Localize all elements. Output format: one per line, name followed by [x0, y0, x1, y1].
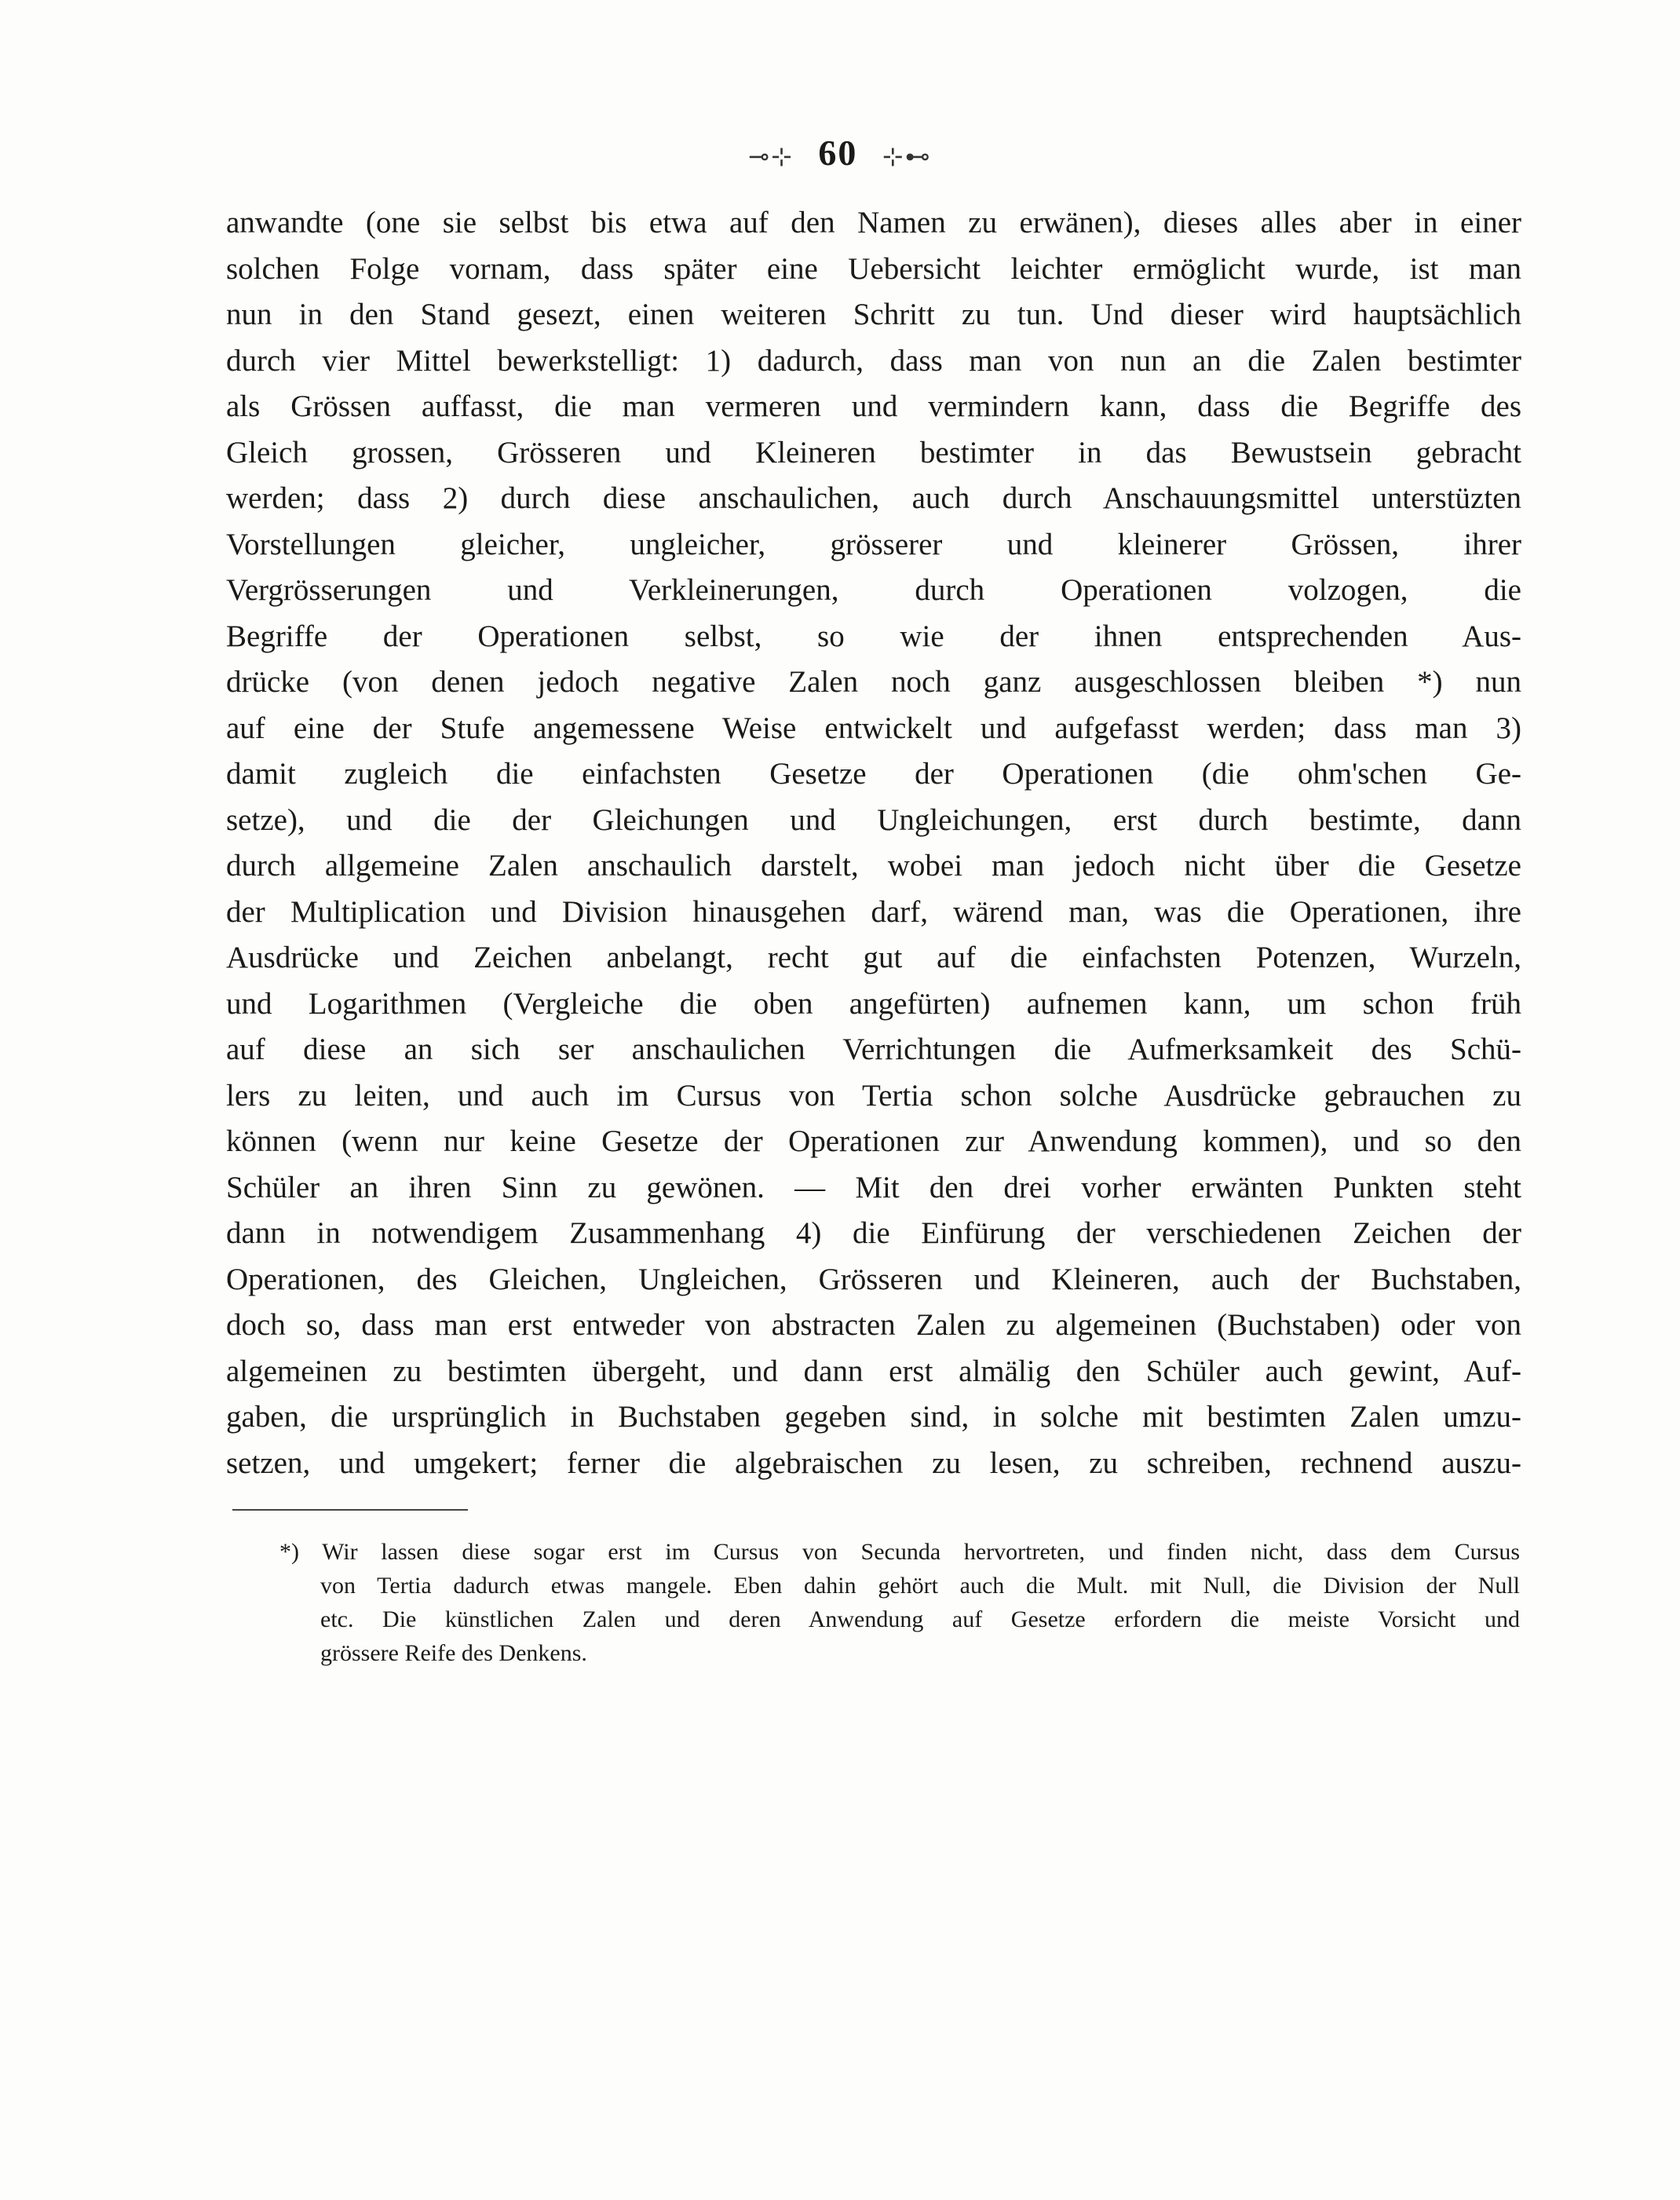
right-ornament-icon: ⊹⊷	[882, 142, 932, 171]
left-ornament-icon: ⊸⊹	[748, 142, 794, 171]
body-line: nun in den Stand gesezt, einen weiteren Schritt zu tun. Und dieser wird hauptsächlich	[226, 298, 1521, 331]
body-line: Vergrösserungen und Verkleinerungen, durch Operationen volzogen, die	[226, 573, 1521, 607]
footnote-line: etc. Die künstlichen Zalen und deren Anwendung auf Gesetze erfordern die meiste Vorsicht und	[320, 1606, 1520, 1632]
body-line: lers zu leiten, und auch im Cursus von Tertia schon solche Ausdrücke gebrauchen zu	[226, 1078, 1521, 1113]
body-line: auf eine der Stufe angemessene Weise entwickelt und aufgefasst werden; dass man 3)	[226, 711, 1521, 745]
body-line: und Logarithmen (Vergleiche die oben angefürten) aufnemen kann, um schon früh	[226, 986, 1521, 1021]
footnote-line: grössere Reife des Denkens.	[320, 1640, 587, 1666]
body-line: Schüler an ihren Sinn zu gewönen. — Mit den drei vorher erwänten Punkten steht	[226, 1170, 1521, 1204]
body-line: anwandte (one sie selbst bis etwa auf den Namen zu erwänen), dieses alles aber in einer	[226, 206, 1521, 239]
body-line: damit zugleich die einfachsten Gesetze der Operationen (die ohm'schen Ge-	[226, 757, 1521, 791]
footnote-block	[232, 1535, 1520, 1670]
body-line: Ausdrücke und Zeichen anbelangt, recht gut auf die einfachsten Potenzen, Wurzeln,	[226, 941, 1521, 974]
body-line: drücke (von denen jedoch negative Zalen noch ganz ausgeschlossen bleiben *) nun	[226, 665, 1521, 699]
body-line: dann in notwendigem Zusammenhang 4) die Einfürung der verschiedenen Zeichen der	[226, 1216, 1521, 1250]
body-line: doch so, dass man erst entweder von abstracten Zalen zu algemeinen (Buchstaben) oder von	[226, 1308, 1521, 1342]
body-line: durch allgemeine Zalen anschaulich darstelt, wobei man jedoch nicht über die Gesetze	[226, 849, 1521, 883]
footnote-divider	[232, 1509, 468, 1511]
main-body-text	[226, 200, 1521, 1486]
body-line: können (wenn nur keine Gesetze der Operationen zur Anwendung kommen), und so den	[226, 1124, 1521, 1158]
body-line: werden; dass 2) durch diese anschaulichen, auch durch Anschauungsmittel unterstüzten	[226, 481, 1521, 515]
body-line: gaben, die ursprünglich in Buchstaben gegeben sind, in solche mit bestimten Zalen umzu-	[226, 1400, 1521, 1434]
body-line: der Multiplication und Division hinausgehen darf, wärend man, was die Operationen, ihre	[226, 894, 1521, 929]
body-line: Begriffe der Operationen selbst, so wie der ihnen entsprechenden Aus-	[226, 619, 1521, 653]
body-line: setzen, und umgekert; ferner die algebraischen zu lesen, zu schreiben, rechnend auszu-	[226, 1445, 1521, 1480]
page-header	[0, 132, 1680, 174]
body-line: als Grössen auffasst, die man vermeren und vermindern kann, dass die Begriffe des	[226, 389, 1521, 423]
body-line: algemeinen zu bestimten übergeht, und dann erst almälig den Schüler auch gewint, Auf-	[226, 1354, 1521, 1388]
page-number: 60	[818, 133, 858, 173]
body-line: setze), und die der Gleichungen und Ungleichungen, erst durch bestimte, dann	[226, 802, 1521, 837]
footnote-line: von Tertia dadurch etwas mangele. Eben dahin gehört auch die Mult. mit Null, die Division der Null	[320, 1573, 1520, 1599]
body-line: Gleich grossen, Grösseren und Kleineren bestimter in das Bewustsein gebracht	[226, 435, 1521, 470]
footnote-line: *) Wir lassen diese sogar erst im Cursus von Secunda hervortreten, und finden nicht, dass dem Cursus	[279, 1539, 1520, 1565]
body-line: solchen Folge vornam, dass später eine Uebersicht leichter ermöglicht wurde, ist man	[226, 251, 1521, 286]
body-line: durch vier Mittel bewerkstelligt: 1) dadurch, dass man von nun an die Zalen bestimter	[226, 343, 1521, 378]
body-line: Vorstellungen gleicher, ungleicher, grösserer und kleinerer Grössen, ihrer	[226, 527, 1521, 561]
body-line: auf diese an sich ser anschaulichen Verrichtungen die Aufmerksamkeit des Schü-	[226, 1032, 1521, 1066]
body-line: Operationen, des Gleichen, Ungleichen, Grösseren und Kleineren, auch der Buchstaben,	[226, 1262, 1521, 1296]
